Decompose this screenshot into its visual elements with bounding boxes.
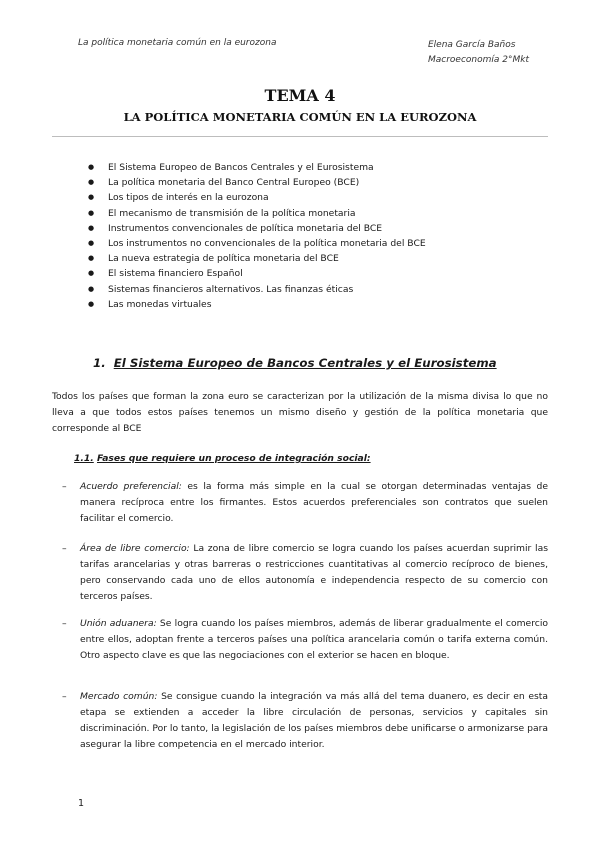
toc-item: ● La política monetaria del Banco Central Europeo (BCE) (88, 175, 426, 190)
section-heading (93, 356, 497, 370)
header-author-block (428, 38, 529, 68)
toc-item: ● El sistema financiero Español (88, 266, 426, 281)
table-of-contents (88, 160, 426, 312)
subsection-title: Fases que requiere un proceso de integración social: (96, 453, 371, 464)
list-dash: – (62, 543, 67, 554)
title-divider (52, 136, 548, 137)
item-text: es la forma más simple en la cual se otorgan determinadas ventajas de manera recíproca entre los firmantes. Estos acuerdos preferenciales son contratos que suelen facilitar el comercio. (80, 481, 548, 524)
item-term: Mercado común: (80, 691, 158, 702)
list-item (62, 479, 548, 527)
list-dash: – (62, 691, 67, 702)
toc-item: ● El Sistema Europeo de Bancos Centrales y el Eurosistema (88, 160, 426, 175)
subsection-number: 1.1. (74, 453, 94, 464)
section-intro-paragraph: Todos los países que forman la zona euro se caracterizan por la utilización de la misma divisa lo que no lleva a que todos estos países tenemos un mismo diseño y gestión de la política monetaria que corresponde al BCE (52, 391, 548, 434)
header-author: Elena García Baños (428, 40, 516, 50)
toc-item: ● Los instrumentos no convencionales de la política monetaria del BCE (88, 236, 426, 251)
item-text: Se logra cuando los países miembros, además de liberar gradualmente el comercio entre ellos, adoptan frente a terceros países una política arancelaria común o tarifa externa común. Otro aspecto clave es que las negociaciones con el exterior se hacen en bloque. (80, 618, 549, 661)
toc-item: ● Sistemas financieros alternativos. Las finanzas éticas (88, 282, 426, 297)
section-number: 1. (93, 356, 106, 370)
page-title: TEMA 4 (264, 86, 336, 105)
item-text: La zona de libre comercio se logra cuando los países acuerdan suprimir las tarifas arancelarias y otras barreras o restricciones cuantitativas al comercio recíproco de bienes, pero conservando cada uno de ellos autonomía e independencia respecto de su comercio con terceros países. (80, 543, 548, 602)
list-item (62, 689, 549, 753)
section-title: El Sistema Europeo de Bancos Centrales y el Eurosistema (113, 356, 497, 370)
list-dash: – (62, 618, 67, 629)
subsection-heading (74, 453, 371, 464)
toc-item: ● El mecanismo de transmisión de la política monetaria (88, 206, 426, 221)
list-dash: – (62, 481, 67, 492)
item-term: Unión aduanera: (80, 618, 157, 629)
page-subtitle: LA POLÍTICA MONETARIA COMÚN EN LA EUROZONA (123, 110, 477, 124)
list-item (62, 616, 549, 664)
header-document-title: La política monetaria común en la eurozona (78, 38, 277, 48)
toc-item: ● Los tipos de interés en la eurozona (88, 190, 426, 205)
item-term: Acuerdo preferencial: (80, 481, 182, 492)
toc-item: ● La nueva estrategia de política monetaria del BCE (88, 251, 426, 266)
item-term: Área de libre comercio: (80, 543, 190, 554)
toc-item: ● Instrumentos convencionales de política monetaria del BCE (88, 221, 426, 236)
page-number: 1 (78, 798, 85, 809)
header-course: Macroeconomía 2°Mkt (428, 55, 530, 65)
toc-item: ● Las monedas virtuales (88, 297, 426, 312)
list-item (62, 541, 548, 605)
item-text: Se consigue cuando la integración va más allá del tema duanero, es decir en esta etapa se extienden a acceder la libre circulación de personas, servicios y capitales sin discriminación. Por lo tanto, la legislación de los países miembros debe unificarse o armonizarse para asegurar la libre competencia en el mercado interior. (80, 691, 549, 750)
